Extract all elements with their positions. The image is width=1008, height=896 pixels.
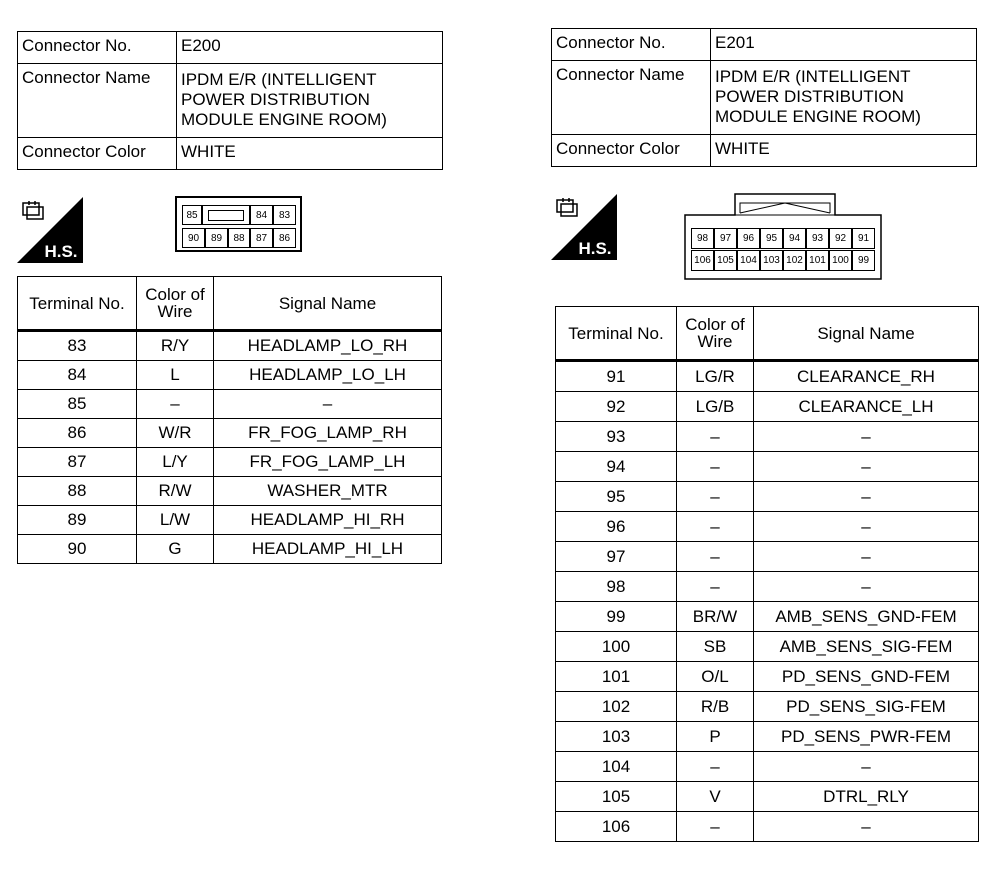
connector-no-label: Connector No. (18, 32, 177, 64)
left-terminal-table (17, 276, 442, 564)
header-color: Color of Wire (677, 307, 754, 361)
pin-85: 85 (182, 205, 202, 225)
hs-label: H.S. (578, 239, 612, 258)
signal-name: DTRL_RLY (754, 782, 979, 812)
pin-101: 101 (806, 250, 829, 271)
left-connector-info (17, 31, 443, 170)
pin-86: 86 (273, 228, 296, 248)
connector-name-label: Connector Name (18, 64, 177, 138)
signal-name: – (754, 572, 979, 602)
table-row (18, 535, 442, 564)
pin-102: 102 (783, 250, 806, 271)
wire-color: – (677, 512, 754, 542)
terminal-no: 102 (556, 692, 677, 722)
terminal-no: 94 (556, 452, 677, 482)
table-row (556, 572, 979, 602)
pin-87: 87 (250, 228, 273, 248)
right-connector-info (551, 28, 977, 167)
terminal-no: 93 (556, 422, 677, 452)
terminal-no: 92 (556, 392, 677, 422)
wire-color: P (677, 722, 754, 752)
connector-color-value: WHITE (177, 138, 443, 170)
wire-color: – (677, 452, 754, 482)
table-row (556, 512, 979, 542)
terminal-no: 106 (556, 812, 677, 842)
connector-color-label: Connector Color (552, 135, 711, 167)
table-row (556, 782, 979, 812)
table-row (18, 419, 442, 448)
signal-name: – (754, 512, 979, 542)
latch-ridge (740, 203, 830, 213)
terminal-no: 89 (18, 506, 137, 535)
wire-color: – (677, 812, 754, 842)
wire-color: R/W (137, 477, 214, 506)
terminal-no: 97 (556, 542, 677, 572)
signal-name: AMB_SENS_GND-FEM (754, 602, 979, 632)
table-row (556, 812, 979, 842)
table-row (556, 692, 979, 722)
pin-100: 100 (829, 250, 852, 271)
pin-104: 104 (737, 250, 760, 271)
signal-name: PD_SENS_PWR-FEM (754, 722, 979, 752)
connector-no-label: Connector No. (552, 29, 711, 61)
table-row (556, 482, 979, 512)
harness-side-icon (17, 197, 83, 263)
wire-color: – (677, 752, 754, 782)
wire-color: L/W (137, 506, 214, 535)
signal-name: WASHER_MTR (214, 477, 442, 506)
terminal-no: 104 (556, 752, 677, 782)
wire-color: – (137, 390, 214, 419)
terminal-no: 103 (556, 722, 677, 752)
pin-94: 94 (783, 228, 806, 249)
wire-color: LG/B (677, 392, 754, 422)
wire-color: W/R (137, 419, 214, 448)
signal-name: CLEARANCE_RH (754, 361, 979, 392)
wire-color: – (677, 572, 754, 602)
table-row (18, 361, 442, 390)
connector-color-label: Connector Color (18, 138, 177, 170)
wire-color: G (137, 535, 214, 564)
wire-color: L/Y (137, 448, 214, 477)
signal-name: – (214, 390, 442, 419)
terminal-no: 88 (18, 477, 137, 506)
signal-name: AMB_SENS_SIG-FEM (754, 632, 979, 662)
signal-name: – (754, 542, 979, 572)
pin-91: 91 (852, 228, 875, 249)
header-terminal: Terminal No. (556, 307, 677, 361)
connector-color-value: WHITE (711, 135, 977, 167)
signal-name: PD_SENS_SIG-FEM (754, 692, 979, 722)
table-row (556, 632, 979, 662)
wire-color: – (677, 422, 754, 452)
signal-name: HEADLAMP_LO_RH (214, 331, 442, 361)
pin-blank-slot (208, 210, 244, 221)
latch-outline (740, 203, 830, 213)
pin-blank (202, 205, 250, 225)
wire-color: R/B (677, 692, 754, 722)
pin-95: 95 (760, 228, 783, 249)
header-color: Color of Wire (137, 277, 214, 331)
pin-98: 98 (691, 228, 714, 249)
pin-90: 90 (182, 228, 205, 248)
wire-color: O/L (677, 662, 754, 692)
signal-name: CLEARANCE_LH (754, 392, 979, 422)
pin-105: 105 (714, 250, 737, 271)
connector-face-e200 (175, 196, 302, 252)
signal-name: FR_FOG_LAMP_LH (214, 448, 442, 477)
table-row (18, 331, 442, 361)
terminal-no: 86 (18, 419, 137, 448)
signal-name: HEADLAMP_HI_RH (214, 506, 442, 535)
table-row (556, 602, 979, 632)
harness-side-icon (551, 194, 617, 260)
terminal-no: 100 (556, 632, 677, 662)
signal-name: HEADLAMP_HI_LH (214, 535, 442, 564)
pin-92: 92 (829, 228, 852, 249)
terminal-no: 105 (556, 782, 677, 812)
right-rows (556, 361, 979, 842)
table-row (18, 448, 442, 477)
wire-color: V (677, 782, 754, 812)
header-signal: Signal Name (754, 307, 979, 361)
terminal-no: 91 (556, 361, 677, 392)
pin-106: 106 (691, 250, 714, 271)
terminal-no: 90 (18, 535, 137, 564)
right-terminal-table (555, 306, 979, 842)
wire-color: L (137, 361, 214, 390)
connector-name-value: IPDM E/R (INTELLIGENT POWER DISTRIBUTION MODULE ENGINE ROOM) (711, 61, 977, 135)
terminal-no: 95 (556, 482, 677, 512)
terminal-no: 87 (18, 448, 137, 477)
left-rows (18, 331, 442, 564)
pin-93: 93 (806, 228, 829, 249)
terminal-no: 96 (556, 512, 677, 542)
pin-83: 83 (273, 205, 296, 225)
table-row (18, 506, 442, 535)
pin-84: 84 (250, 205, 273, 225)
connector-name-value: IPDM E/R (INTELLIGENT POWER DISTRIBUTION MODULE ENGINE ROOM) (177, 64, 443, 138)
signal-name: – (754, 482, 979, 512)
wire-color: – (677, 542, 754, 572)
table-row (556, 662, 979, 692)
pin-96: 96 (737, 228, 760, 249)
table-row (556, 392, 979, 422)
header-terminal: Terminal No. (18, 277, 137, 331)
signal-name: – (754, 422, 979, 452)
connector-no-value: E200 (177, 32, 443, 64)
signal-name: – (754, 752, 979, 782)
table-row (18, 390, 442, 419)
connector-no-value: E201 (711, 29, 977, 61)
table-row (556, 361, 979, 392)
header-signal: Signal Name (214, 277, 442, 331)
signal-name: PD_SENS_GND-FEM (754, 662, 979, 692)
signal-name: – (754, 452, 979, 482)
wire-color: R/Y (137, 331, 214, 361)
wire-color: SB (677, 632, 754, 662)
table-row (556, 452, 979, 482)
table-row (556, 542, 979, 572)
table-row (556, 422, 979, 452)
wire-color: LG/R (677, 361, 754, 392)
signal-name: – (754, 812, 979, 842)
terminal-no: 84 (18, 361, 137, 390)
connector-pins-e201 (691, 228, 875, 272)
wire-color: – (677, 482, 754, 512)
table-row (556, 722, 979, 752)
terminal-no: 98 (556, 572, 677, 602)
table-row (18, 477, 442, 506)
signal-name: HEADLAMP_LO_LH (214, 361, 442, 390)
terminal-no: 85 (18, 390, 137, 419)
hs-label: H.S. (44, 242, 78, 261)
table-row (556, 752, 979, 782)
wire-color: BR/W (677, 602, 754, 632)
pin-89: 89 (205, 228, 228, 248)
pin-97: 97 (714, 228, 737, 249)
signal-name: FR_FOG_LAMP_RH (214, 419, 442, 448)
terminal-no: 99 (556, 602, 677, 632)
terminal-no: 101 (556, 662, 677, 692)
pin-103: 103 (760, 250, 783, 271)
pin-99: 99 (852, 250, 875, 271)
pin-88: 88 (228, 228, 250, 248)
connector-name-label: Connector Name (552, 61, 711, 135)
terminal-no: 83 (18, 331, 137, 361)
